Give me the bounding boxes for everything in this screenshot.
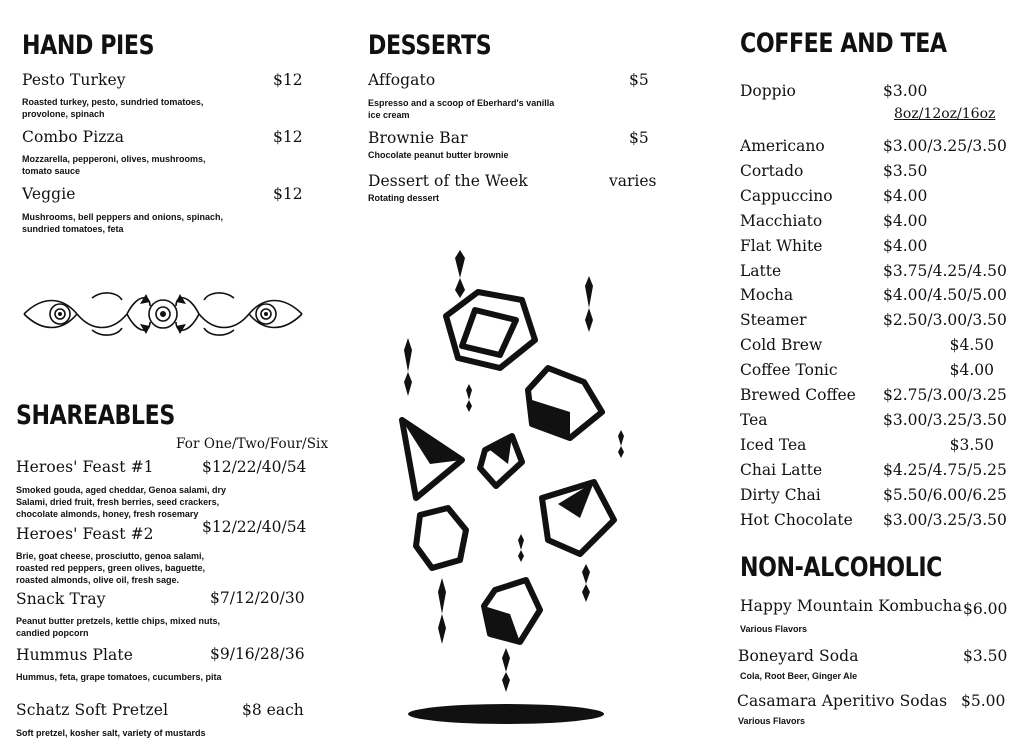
menu-item-description: Hummus, feta, grape tomatoes, cucumbers, pita: [16, 672, 222, 682]
menu-item-name: Cortado: [740, 161, 804, 180]
menu-item-price: $6.00: [963, 600, 1008, 618]
menu-item-price: $9/16/28/36: [210, 645, 305, 663]
menu-item-price: $3.50: [949, 435, 994, 454]
shareables-heading: SHAREABLES: [16, 400, 175, 431]
size-options: 8oz/12oz/16oz: [894, 106, 996, 122]
menu-item-price: $2.50/3.00/3.50: [883, 311, 1007, 330]
menu-item-name: Brewed Coffee: [740, 386, 856, 404]
menu-item-name: Veggie: [22, 185, 76, 203]
menu-row: [740, 237, 1000, 259]
menu-row: [740, 410, 1007, 433]
menu-item-name: Hot Chocolate: [740, 510, 853, 529]
menu-item-price: $8 each: [242, 701, 304, 719]
menu-item-name: Chai Latte: [740, 460, 823, 479]
menu-item-price: $3.50: [883, 161, 928, 180]
menu-item-name: Americano: [740, 137, 825, 155]
menu-item-price: $5: [629, 71, 649, 89]
menu-item-name: Steamer: [740, 311, 807, 330]
menu-item-price: varies: [609, 172, 657, 190]
menu-item-name: Happy Mountain Kombucha: [740, 597, 963, 615]
menu-item-name: Cappuccino: [740, 186, 833, 205]
menu-item-price: $5.50/6.00/6.25: [883, 485, 1007, 504]
menu-item-name: Latte: [740, 261, 782, 280]
menu-row: [740, 212, 1000, 234]
menu-item-price: $2.75/3.00/3.25: [883, 386, 1007, 404]
menu-item-price: $3.00/3.25/3.50: [883, 510, 1007, 529]
menu-item-price: $3.00/3.25/3.50: [883, 137, 1007, 155]
menu-row: [740, 261, 1007, 284]
menu-item-price: $5: [629, 129, 649, 147]
menu-row: [740, 361, 1000, 383]
menu-row: [740, 386, 1007, 408]
menu-item-name: Mocha: [740, 286, 794, 305]
menu-item-price: $12: [273, 71, 303, 89]
menu-item-name: Casamara Aperitivo Sodas: [737, 692, 948, 710]
menu-item-name: Cold Brew: [740, 336, 823, 355]
size-header: For One/Two/Four/Six: [176, 436, 329, 452]
menu-item-price: $3.75/4.25/4.50: [883, 261, 1007, 280]
menu-item-description: Chocolate peanut butter brownie: [368, 150, 509, 160]
ornament-divider: [22, 286, 304, 342]
menu-item-name: Coffee Tonic: [740, 361, 838, 380]
menu-item-price: $4.50: [949, 336, 994, 355]
menu-item-price: $12: [273, 185, 303, 203]
menu-item-price: $3.00: [883, 82, 928, 100]
menu-item-price: $4.25/4.75/5.25: [883, 460, 1007, 479]
menu-item-name: Hummus Plate: [16, 646, 133, 664]
menu-item-name: Macchiato: [740, 211, 823, 230]
menu-item-price: $12/22/40/54: [202, 458, 307, 476]
dice-illustration: [380, 250, 650, 730]
menu-row: [740, 436, 1000, 458]
menu-item-description: Mushrooms, bell peppers and onions, spinach, sundried tomatoes, feta: [22, 212, 224, 234]
menu-item-description: Peanut butter pretzels, kettle chips, mixed nuts, candied popcorn: [16, 616, 221, 638]
menu-item-name: Flat White: [740, 236, 823, 255]
menu-item-description: Rotating dessert: [368, 193, 440, 203]
menu-item-name: Combo Pizza: [22, 128, 125, 146]
menu-row: [740, 137, 1007, 159]
menu-item-name: Iced Tea: [740, 435, 807, 454]
menu-item-name: Affogato: [368, 71, 436, 89]
menu-row: [740, 187, 1000, 209]
menu-item-price: $7/12/20/30: [210, 589, 305, 607]
menu-item-price: $5.00: [961, 692, 1006, 710]
menu-item-description: Espresso and a scoop of Eberhard's vanilla ice cream: [368, 98, 555, 120]
menu-item-description: Brie, goat cheese, prosciutto, genoa salami, roasted red peppers, green olives, baguette, roasted almonds, olive oil, fresh sage.: [16, 551, 206, 585]
menu-row: [740, 510, 1007, 533]
non-alcoholic-heading: NON-ALCOHOLIC: [740, 552, 943, 583]
menu-item-price: $3.00/3.25/3.50: [883, 410, 1007, 429]
menu-item-name: Pesto Turkey: [22, 71, 126, 89]
menu-item-price: $4.00/4.50/5.00: [883, 286, 1007, 305]
menu-row: [740, 460, 1007, 483]
menu-item-price: $4.00: [883, 211, 928, 230]
menu-row: [740, 162, 1000, 184]
menu-item-name: Boneyard Soda: [738, 647, 859, 665]
menu-row: [740, 286, 1007, 308]
menu-item-name: Dirty Chai: [740, 485, 821, 504]
menu-item-price: $12/22/40/54: [202, 518, 307, 536]
menu-item-name: Heroes' Feast #2: [16, 525, 154, 543]
menu-item-name: Doppio: [740, 82, 796, 100]
menu-item-price: $12: [273, 128, 303, 146]
menu-item-name: Dessert of the Week: [368, 172, 528, 190]
menu-item-description: Various Flavors: [740, 624, 808, 634]
menu-row: [740, 311, 1007, 333]
menu-item-price: $4.00: [883, 186, 928, 205]
menu-row: [740, 336, 1000, 358]
menu-row: [740, 485, 1007, 508]
menu-item-price: $3.50: [963, 647, 1008, 665]
menu-item-description: Smoked gouda, aged cheddar, Genoa salami, dry Salami, dried fruit, fresh berries, seed crackers, chocolate almonds, honey, fresh rosemary: [16, 485, 227, 519]
desserts-heading: DESSERTS: [368, 30, 492, 61]
menu-item-description: Roasted turkey, pesto, sundried tomatoes, provolone, spinach: [22, 97, 204, 119]
menu-item-name: Heroes' Feast #1: [16, 458, 154, 476]
menu-row: [740, 82, 1000, 104]
menu-item-price: $4.00: [883, 236, 928, 255]
menu-item-price: $4.00: [949, 361, 994, 380]
menu-item-name: Snack Tray: [16, 590, 106, 608]
menu-item-description: Mozzarella, pepperoni, olives, mushrooms, tomato sauce: [22, 154, 206, 176]
hand-pies-heading: HAND PIES: [22, 30, 155, 61]
menu-item-name: Brownie Bar: [368, 129, 468, 147]
coffee-tea-heading: COFFEE AND TEA: [740, 28, 947, 59]
menu-item-name: Schatz Soft Pretzel: [16, 701, 169, 719]
menu-item-description: Soft pretzel, kosher salt, variety of mustards: [16, 728, 206, 738]
menu-item-description: Various Flavors: [738, 716, 806, 726]
menu-item-description: Cola, Root Beer, Ginger Ale: [740, 671, 858, 681]
menu-item-name: Tea: [740, 410, 768, 429]
